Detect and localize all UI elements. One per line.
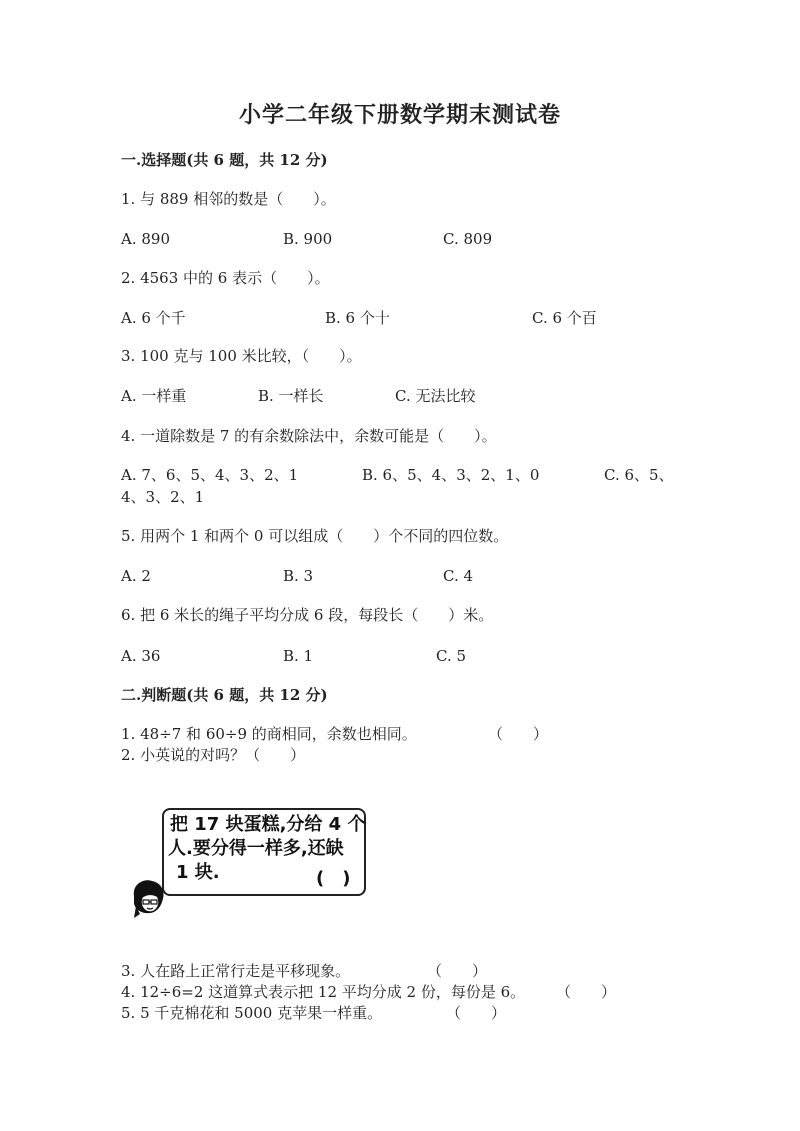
judgement-3-blank: （ ） <box>427 962 488 980</box>
option-1a: A. 890 <box>121 230 170 248</box>
judgement-3: 3. 人在路上正常行走是平移现象。 <box>121 962 351 980</box>
option-5c: C. 4 <box>443 567 474 585</box>
option-5b: B. 3 <box>283 567 314 585</box>
question-4: 4. 一道除数是 7 的有余数除法中，余数可能是（ ）。 <box>121 427 497 445</box>
option-2b: B. 6 个十 <box>325 309 390 327</box>
judgement-5: 5. 5 千克棉花和 5000 克苹果一样重。 <box>121 1004 383 1022</box>
question-6: 6. 把 6 米长的绳子平均分成 6 段，每段长（ ）米。 <box>121 606 494 624</box>
option-4a: A. 7、6、5、4、3、2、1 <box>121 466 299 484</box>
option-3c: C. 无法比较 <box>395 387 476 405</box>
option-1c: C. 809 <box>443 230 493 248</box>
page-title: 小学二年级下册数学期末测试卷 <box>238 102 561 128</box>
option-6c: C. 5 <box>436 647 467 665</box>
option-4c: C. 6、5、 <box>604 466 674 484</box>
bubble-line-1: 把 17 块蛋糕,分给 4 个 <box>170 814 366 835</box>
question-5: 5. 用两个 1 和两个 0 可以组成（ ）个不同的四位数。 <box>121 527 509 545</box>
judgement-4-blank: （ ） <box>556 983 617 1001</box>
option-2a: A. 6 个千 <box>121 309 186 327</box>
option-1b: B. 900 <box>283 230 333 248</box>
option-2c: C. 6 个百 <box>532 309 597 327</box>
girl-head-icon <box>128 878 168 922</box>
speech-bubble <box>162 808 366 896</box>
option-4b: B. 6、5、4、3、2、1、0 <box>362 466 540 484</box>
option-4c-cont: 4、3、2、1 <box>121 488 205 506</box>
option-6b: B. 1 <box>283 647 314 665</box>
option-5a: A. 2 <box>121 567 151 585</box>
option-3a: A. 一样重 <box>121 387 187 405</box>
judgement-4: 4. 12÷6=2 这道算式表示把 12 平均分成 2 份，每份是 6。 <box>121 983 526 1001</box>
option-6a: A. 36 <box>121 647 161 665</box>
judgement-1: 1. 48÷7 和 60÷9 的商相同，余数也相同。 <box>121 725 417 743</box>
bubble-line-3: 1 块. <box>176 862 220 883</box>
question-3: 3. 100 克与 100 米比较，（ ）。 <box>121 347 362 365</box>
bubble-line-2: 人.要分得一样多,还缺 <box>168 838 344 859</box>
judgement-5-blank: （ ） <box>446 1004 507 1022</box>
judgement-2: 2. 小英说的对吗？（ ） <box>121 746 306 764</box>
question-1: 1. 与 889 相邻的数是（ ）。 <box>121 190 336 208</box>
question-2: 2. 4563 中的 6 表示（ ）。 <box>121 269 330 287</box>
section-heading-judgement: 二.判断题(共 6 题，共 12 分) <box>121 686 328 704</box>
judgement-1-blank: （ ） <box>488 725 549 743</box>
option-3b: B. 一样长 <box>258 387 324 405</box>
section-heading-choice: 一.选择题(共 6 题，共 12 分) <box>121 151 328 169</box>
bubble-answer-blank: ( ) <box>316 868 351 889</box>
